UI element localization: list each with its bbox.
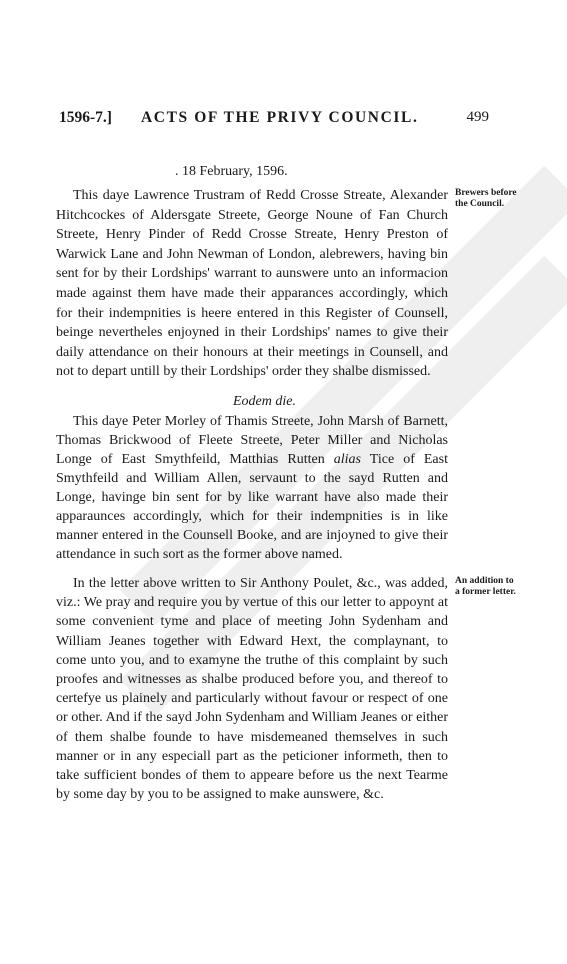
entry-date: . 18 February, 1596. (175, 164, 288, 179)
paragraph-text: Tice of East Smythfeild and William Allen, servaunt to the sayd Rutten and Longe, havinge bin sent for by like warrant have also made their apparaunces accordingly, which for their indempnities is in like manner entered in the Counsell Booke, and are injoyned to give their attendance in such sort as the former above named. (56, 452, 448, 562)
alias-word: alias (333, 452, 361, 467)
paragraph-text: This daye Peter Morley of Thamis Streete, John Marsh of Barnett, Thomas Brickwood of Fleete Streete, Peter Miller and Nicholas Longe of East Smythfeild, Matthias Rutten (56, 414, 448, 467)
entry-paragraph: In the letter above written to Sir Anthony Poulet, &c., was added, viz.: We pray and require you by vertue of this our letter to appoynt at some convenient tyme and place of meeting John Sydenham and William Jeanes together with Edward Hext, the complaynant, to come unto you, and to examyne the truthe of this complaint by such proofes and witnesses as shalbe produced before you, and thereof to certefye us plainely and particularly without favour or respect of one or other. And if the sayd John Sydenham and William Jeanes or either of them shalbe founde to have misdemeaned themselves in such manner or in any especiall part as the peticioner informeth, then to take sufficient bondes of them to appeare before us the next Tearme by some day by you to be assigned to make aunswere, &c. (56, 576, 448, 803)
entry-paragraph: This daye Lawrence Trustram of Redd Crosse Streate, Alexander Hitchcockes of Aldersgate Streete, George Noune of Fan Church Streete, Henry Pinder of Redd Crosse Streate, Henry Preston of Warwick Lane and John Newman of London, alebrewers, having bin sent for by their Lordships' warrant to aunswere unto an informacion made against them have made their apparances accordingly, which for their indempnities is heere entered in this Register of Counsell, beinge nevertheles enjoyned in their Lordships' names to give their daily attendance on their honours at their meetings in Counsell, and not to depart untill by their Lordships' order they shalbe dismissed. (56, 188, 448, 380)
header-year: 1596-7.] (59, 109, 112, 126)
entry-paragraph (56, 412, 448, 564)
page-number: 499 (466, 109, 489, 125)
header-title: ACTS OF THE PRIVY COUNCIL. (141, 109, 419, 126)
entry-date: Eodem die. (233, 394, 296, 409)
margin-note: Brewers before the Council. (455, 188, 517, 209)
running-header (59, 109, 489, 129)
margin-note: An addition to a former letter. (455, 576, 516, 597)
